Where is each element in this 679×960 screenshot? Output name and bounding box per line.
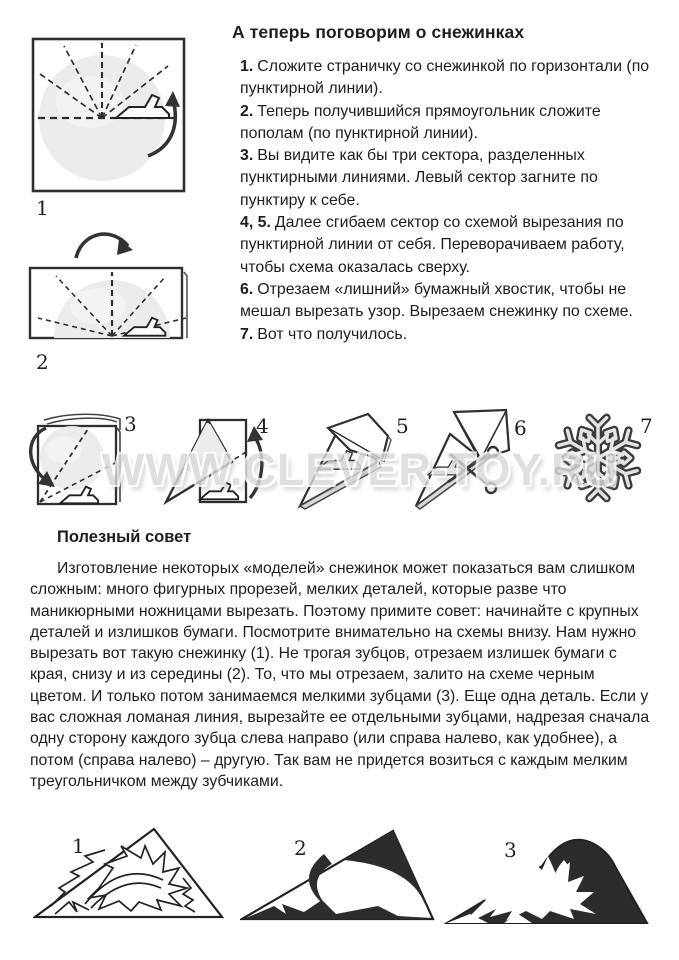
fold-step-1-figure — [30, 36, 187, 194]
fold-step-3-label: 3 — [124, 412, 137, 436]
instruction-item: 2. Теперь получившийся прямоугольник сложите пополам (по пунктирной линии). — [240, 102, 601, 142]
cut-example-3-figure — [444, 832, 650, 926]
instruction-item: 7. Вот что получилось. — [240, 325, 408, 343]
fold-step-5-label: 5 — [396, 414, 409, 438]
fold-step-4-label: 4 — [256, 414, 269, 438]
fold-step-2-label: 2 — [36, 350, 49, 374]
page-title: А теперь поговорим о снежинках — [232, 22, 525, 42]
instruction-item: 6. Отрезаем «лишний» бумажный хвостик, чтобы не мешал вырезать узор. Вырезаем снежинку по схеме. — [240, 280, 633, 321]
cut-example-2-figure — [240, 828, 436, 922]
watermark: WWW.CLEVER-TOY.RU — [101, 444, 619, 495]
fold-step-7-label: 7 — [640, 414, 653, 438]
advice-paragraph: Изготовление некоторых «моделей» снежинок может показаться вам слишком сложным: много фигурных прорезей, мелких деталей, которые разве что маникюрными ножницами вырезать. Поэтому примите совет: начинайте с крупных деталей и излишков бумаги. Посмотрите внимательно на схемы внизу. Нам нужно вырезать вот такую снежинку (1). Не трогая зубцов, отрезаем излишек бумаги с края, снизу и из середины (2). То, что мы отрезаем, залито на схеме черным цветом. И только потом занимаемся мелкими зубцами (3). Еще одна деталь. Если у вас сложная ломаная линия, вырезайте ее отдельными зубцами, надрезая сначала одну сторону каждого зубца слева направо (или справа налево, как удобнее), а потом (справа налево) – другую. Так вам не придется возиться с каждым мелким треугольничком между зубчиками. — [30, 560, 650, 790]
cut-example-1-figure — [33, 826, 225, 920]
cut-example-1-label: 1 — [72, 834, 85, 858]
cut-example-2-label: 2 — [294, 836, 307, 860]
fold-step-1-label: 1 — [36, 196, 49, 220]
instruction-item: 1. Сложите страничку со снежинкой по горизонтали (по пунктирной линии). — [240, 58, 650, 98]
fold-step-6-label: 6 — [514, 416, 527, 440]
cut-example-3-label: 3 — [504, 838, 517, 862]
instruction-list — [240, 56, 664, 346]
advice-heading: Полезный совет — [57, 528, 192, 546]
instruction-item: 3. Вы видите как бы три сектора, разделенных пунктирными линиями. Левый сектор загните по пунктиру к себе. — [240, 147, 598, 209]
curved-arrow-icon — [76, 234, 133, 258]
fold-step-2-figure — [24, 222, 192, 344]
instruction-item: 4, 5. Далее сгибаем сектор со схемой вырезания по пунктирной линии от себя. Переворачиваем работу, чтобы схема оказалась сверху. — [240, 214, 625, 276]
